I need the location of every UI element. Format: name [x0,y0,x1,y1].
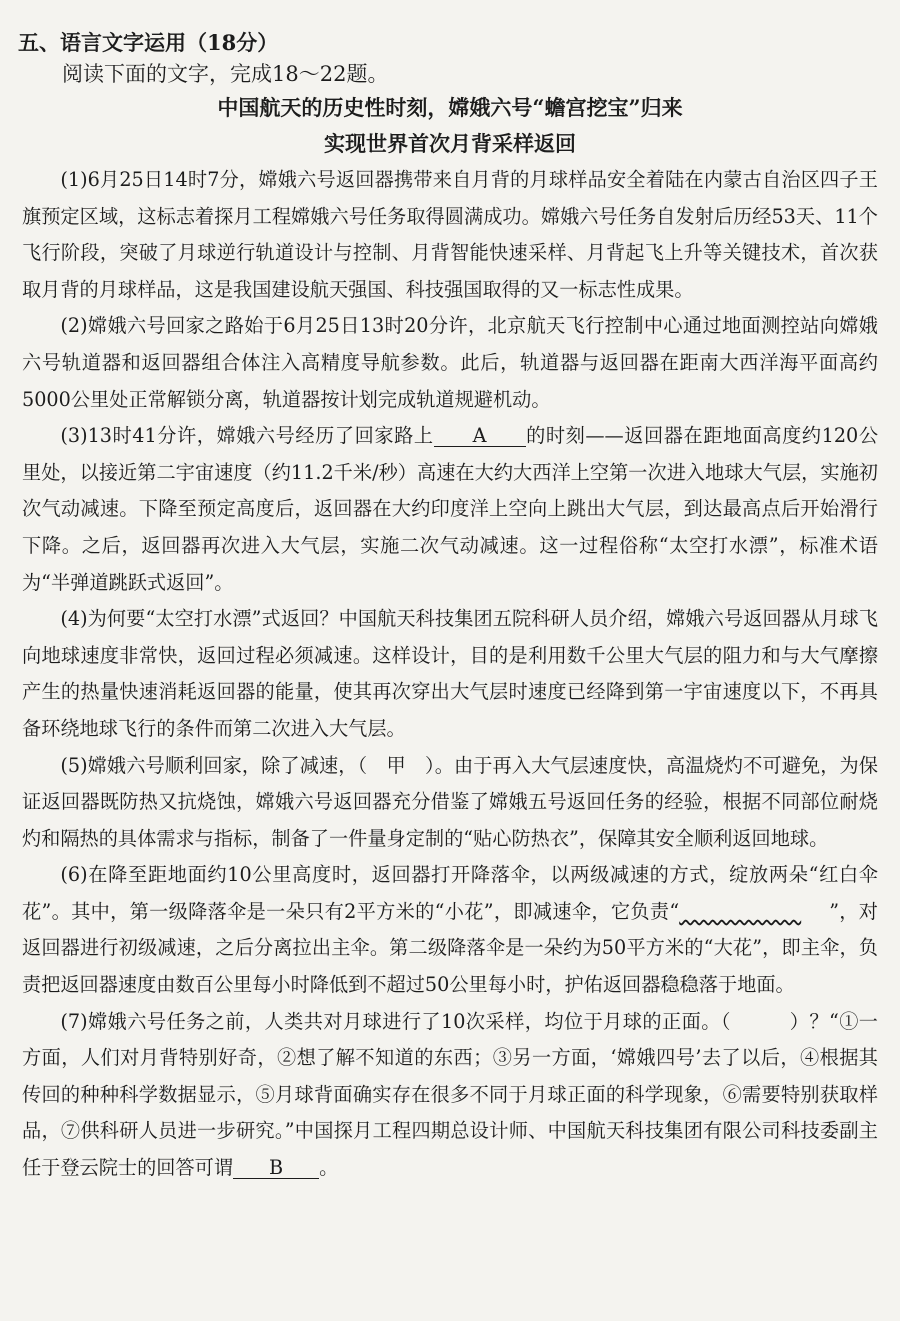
blank-a: A [434,425,526,447]
paragraph-5: (5)嫦娥六号顺利回家，除了减速，（ 甲 ）。由于再入大气层速度快，高温烧灼不可避免，为保证返回器既防热又抗烧蚀，嫦娥六号返回器充分借鉴了嫦娥五号返回任务的经验，根据不同部位耐烧灼和隔热的具体需求与指标，制备了一件量身定制的“贴心防热衣”，保障其安全顺利返回地球。 [22,753,878,850]
paragraph-7-text-start: (7)嫦娥六号任务之前，人类共对月球进行了10次采样，均位于月球的正面。（ ）？“①一方面，人们对月背特别好奇，②想了解不知道的东西；③另一方面，‘嫦娥四号’去了以后，④根据其传回的种种科学数据显示，⑤月球背面确实存在很多不同于月球正面的科学现象，⑥需要特别获取样品，⑦供科研人员进一步研究。”中国探月工程四期总设计师、中国航天科技集团有限公司科技委副主任于登云院士的回答可谓 [22,1009,878,1180]
section-header: 五、语言文字运用（18分） [18,30,279,55]
paragraph-4: (4)为何要“太空打水漂”式返回？中国航天科技集团五院科研人员介绍，嫦娥六号返回器从月球飞向地球速度非常快，返回过程必须减速。这样设计，目的是利用数千公里大气层的阻力和与大气摩擦产生的热量快速消耗返回器的能量，使其再次穿出大气层时速度已经降到第一宇宙速度以下，不再具备环绕地球飞行的条件而第二次进入大气层。 [22,607,878,740]
blank-b: B [233,1157,319,1179]
instruction: 阅读下面的文字，完成18～22题。 [62,62,389,86]
paragraph-3-text-end: 的时刻——返回器在距地面高度约120公里处，以接近第二宇宙速度（约11.2千米/秒）高速在大约大西洋上空第一次进入地球大气层，实施初次气动减速。下降至预定高度后，返回器在大约印度洋上空向上跳出大气层，到达最高点后开始滑行下降。之后，返回器再次进入大气层，实施二次气动减速。这一过程俗称“太空打水漂”，标准术语为“半弹道跳跃式返回”。 [22,424,879,594]
paragraph-7 [22,1004,878,1187]
wavy-underline-blank [679,894,829,914]
paragraph-3-text-start: (3)13时41分许，嫦娥六号经历了回家路上 [60,424,434,448]
paragraph-3 [22,418,878,601]
article-title-line2: 实现世界首次月背采样返回 [324,131,576,156]
paragraph-6-text-end: ”，对返回器进行初级减速，之后分离拉出主伞。第二级降落伞是一朵约为50平方米的“大花”，即主伞，负责把返回器速度由数百公里每小时降低到不超过50公里每小时，护佑返回器稳稳落于地面。 [22,899,878,997]
article-title-line1: 中国航天的历史性时刻，嫦娥六号“蟾宫挖宝”归来 [217,95,683,120]
paragraph-2: (2)嫦娥六号回家之路始于6月25日13时20分许，北京航天飞行控制中心通过地面测控站向嫦娥六号轨道器和返回器组合体注入高精度导航参数。此后，轨道器与返回器在距南大西洋海平面高约5000公里处正常解锁分离，轨道器按计划完成轨道规避机动。 [22,314,878,411]
paragraph-6 [22,857,878,1003]
paragraph-7-text-end: 。 [319,1156,339,1180]
paragraph-1: (1)6月25日14时7分，嫦娥六号返回器携带来自月背的月球样品安全着陆在内蒙古自治区四子王旗预定区域，这标志着探月工程嫦娥六号任务取得圆满成功。嫦娥六号任务自发射后历经53天、11个飞行阶段，突破了月球逆行轨道设计与控制、月背智能快速采样、月背起飞上升等关键技术，首次获取月背的月球样品，这是我国建设航天强国、科技强国取得的又一标志性成果。 [22,168,878,301]
paragraph-6-text-start: (6)在降至距地面约10公里高度时，返回器打开降落伞，以两级减速的方式，绽放两朵“红白伞花”。其中，第一级降落伞是一朵只有2平方米的“小花”，即减速伞，它负责“ [22,863,878,923]
